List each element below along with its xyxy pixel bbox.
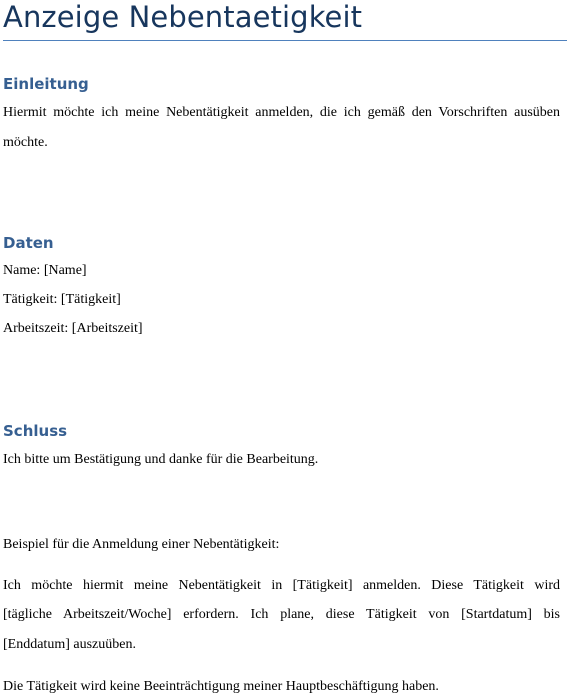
example-paragraph-2-line-1: Die Tätigkeit wird keine Beeinträchtigung meiner Hauptbeschäftigung haben. — [3, 679, 439, 694]
example-paragraph-1-line-3: [Enddatum] auszuüben. — [3, 637, 136, 652]
intro-text-line-1: Hiermit möchte ich meine Nebentätigkeit anmelden, die ich gemäß den Vorschriften ausüben — [3, 105, 560, 120]
intro-text-line-2: möchte. — [3, 135, 48, 150]
example-intro-line: Beispiel für die Anmeldung einer Nebentätigkeit: — [3, 537, 280, 552]
example-paragraph-1-line-1: Ich möchte hiermit meine Nebentätigkeit in [Tätigkeit] anmelden. Diese Tätigkeit wird — [3, 578, 560, 593]
data-activity-line: Tätigkeit: [Tätigkeit] — [3, 292, 121, 307]
data-working-time-line: Arbeitszeit: [Arbeitszeit] — [3, 321, 143, 336]
document-title: Anzeige Nebentaetigkeit — [3, 0, 363, 34]
section-heading-intro: Einleitung — [3, 75, 89, 93]
title-underline — [3, 40, 567, 41]
closing-text-line: Ich bitte um Bestätigung und danke für die Bearbeitung. — [3, 452, 319, 467]
example-paragraph-1-line-2: [tägliche Arbeitszeit/Woche] erfordern. Ich plane, diese Tätigkeit von [Startdatum] bis — [3, 607, 560, 622]
section-heading-closing: Schluss — [3, 422, 68, 440]
section-heading-data: Daten — [3, 234, 54, 252]
data-name-line: Name: [Name] — [3, 263, 87, 278]
